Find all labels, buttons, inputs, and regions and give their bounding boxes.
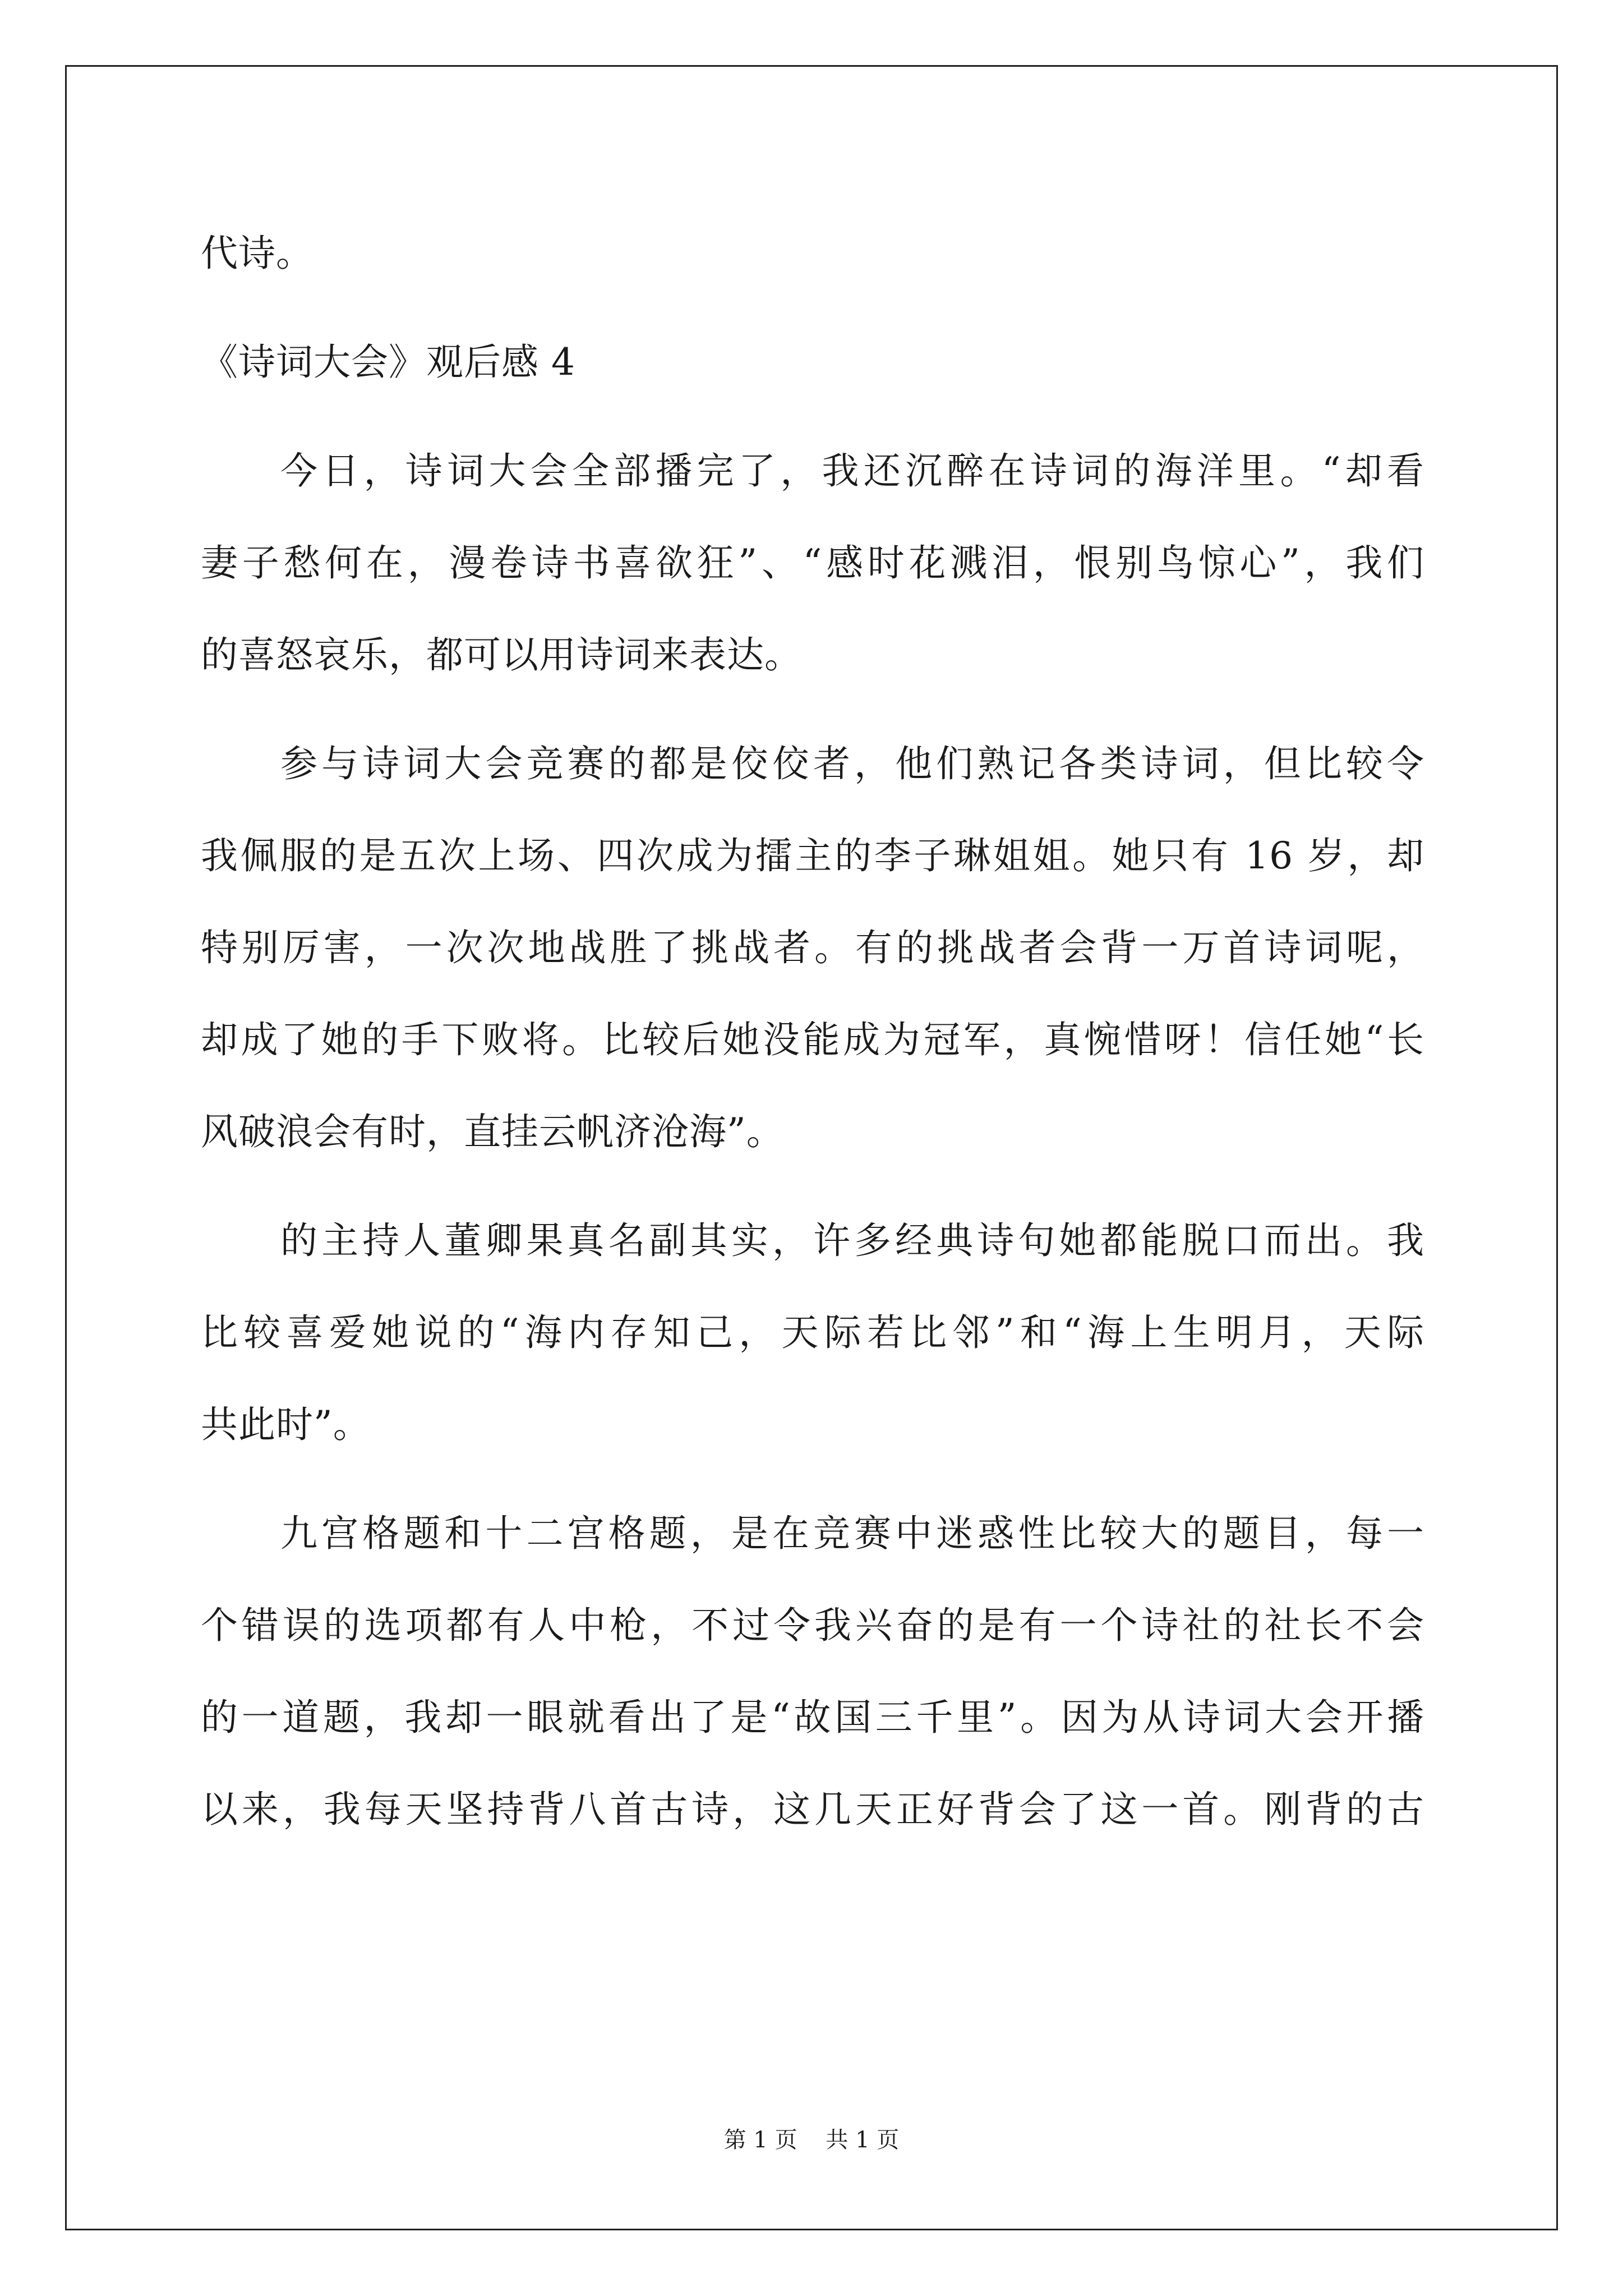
text-line: 的一道题，我却一眼就看出了是“故国三千里”。因为从诗词大会开播	[201, 1696, 1424, 1739]
text-line: 妻子愁何在，漫卷诗书喜欲狂”、“感时花溅泪，恨别鸟惊心”，我们	[201, 541, 1424, 585]
text-line: 代诗。	[201, 232, 313, 275]
text-line: 个错误的选项都有人中枪，不过令我兴奋的是有一个诗社的社长不会	[201, 1604, 1424, 1647]
text-line: 九宫格题和十二宫格题，是在竞赛中迷惑性比较大的题目，每一	[280, 1512, 1424, 1555]
text-line: 却成了她的手下败将。比较后她没能成为冠军，真惋惜呀！信任她“长	[201, 1018, 1424, 1061]
text-line: 共此时”。	[201, 1403, 371, 1446]
text-line: 以来，我每天坚持背八首古诗，这几天正好背会了这一首。刚背的古	[201, 1788, 1424, 1831]
text-line: 特别厉害，一次次地战胜了挑战者。有的挑战者会背一万首诗词呢，	[201, 926, 1424, 969]
text-line: 风破浪会有时，直挂云帆济沧海”。	[201, 1110, 784, 1153]
section-title: 《诗词大会》观后感 4	[201, 341, 575, 384]
page-footer: 第 1 页 共 1 页	[723, 2127, 900, 2153]
text-line: 的主持人董卿果真名副其实，许多经典诗句她都能脱口而出。我	[280, 1219, 1424, 1262]
text-line: 今日，诗词大会全部播完了，我还沉醉在诗词的海洋里。“却看	[280, 449, 1424, 493]
text-line: 我佩服的是五次上场、四次成为擂主的李子琳姐姐。她只有 16 岁，却	[201, 834, 1424, 877]
text-line: 的喜怒哀乐，都可以用诗词来表达。	[201, 633, 802, 677]
document-body	[201, 208, 1424, 1856]
text-line: 比较喜爱她说的“海内存知己，天际若比邻”和“海上生明月，天际	[201, 1311, 1424, 1354]
text-line: 参与诗词大会竞赛的都是佼佼者，他们熟记各类诗词，但比较令	[280, 742, 1424, 785]
